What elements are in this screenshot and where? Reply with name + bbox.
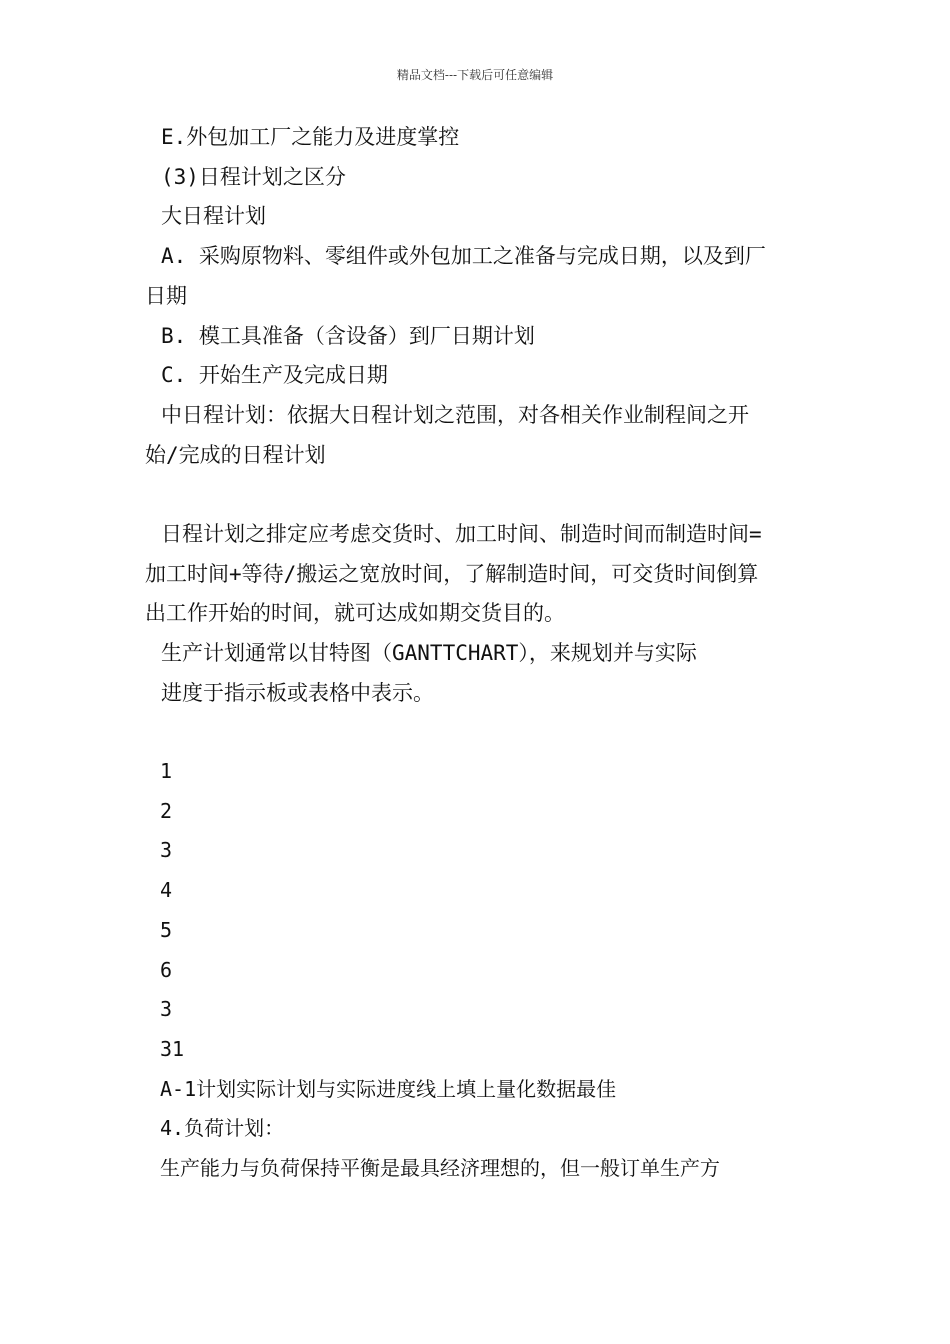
number-item: 31 xyxy=(160,1036,185,1061)
paragraph-gap xyxy=(145,475,813,515)
number-item: 2 xyxy=(160,798,173,823)
number-item: 4 xyxy=(160,878,173,903)
text-line: 生产计划通常以甘特图（GANTTCHART），来规划并与实际 xyxy=(161,641,697,666)
number-item: 3 xyxy=(160,838,173,863)
text-line: 日期 xyxy=(145,283,187,308)
number-item: 1 xyxy=(160,759,173,783)
page-header: 精品文档---下载后可任意编辑 xyxy=(396,68,554,82)
text-line: 生产能力与负荷保持平衡是最具经济理想的，但一般订单生产方 xyxy=(160,1156,720,1181)
text-line: 日程计划之排定应考虑交货时、加工时间、制造时间而制造时间= xyxy=(161,522,762,547)
text-line: (3)日程计划之区分 xyxy=(161,164,346,189)
number-item: 3 xyxy=(160,997,173,1022)
text-line: 加工时间+等待/搬运之宽放时间，了解制造时间，可交货时间倒算 xyxy=(145,561,759,586)
text-line: 大日程计划 xyxy=(161,204,266,229)
text-line: A. 采购原物料、零组件或外包加工之准备与完成日期，以及到厂 xyxy=(161,244,766,269)
number-item: 6 xyxy=(160,957,173,982)
text-line: 始/完成的日程计划 xyxy=(145,442,326,467)
number-item: 5 xyxy=(160,917,173,942)
text-line: C. 开始生产及完成日期 xyxy=(161,363,388,388)
text-line: B. 模工具准备（含设备）到厂日期计划 xyxy=(161,323,535,348)
document-body xyxy=(145,118,813,714)
text-line: 中日程计划：依据大日程计划之范围，对各相关作业制程间之开 xyxy=(161,402,749,427)
text-line: 4.负荷计划： xyxy=(160,1116,285,1141)
number-list xyxy=(160,752,720,1189)
text-line: E.外包加工厂之能力及进度掌控 xyxy=(161,125,460,149)
text-line: A-1计划实际计划与实际进度线上填上量化数据最佳 xyxy=(160,1076,617,1101)
text-line: 进度于指示板或表格中表示。 xyxy=(161,680,434,705)
text-line: 出工作开始的时间，就可达成如期交货目的。 xyxy=(145,601,565,626)
